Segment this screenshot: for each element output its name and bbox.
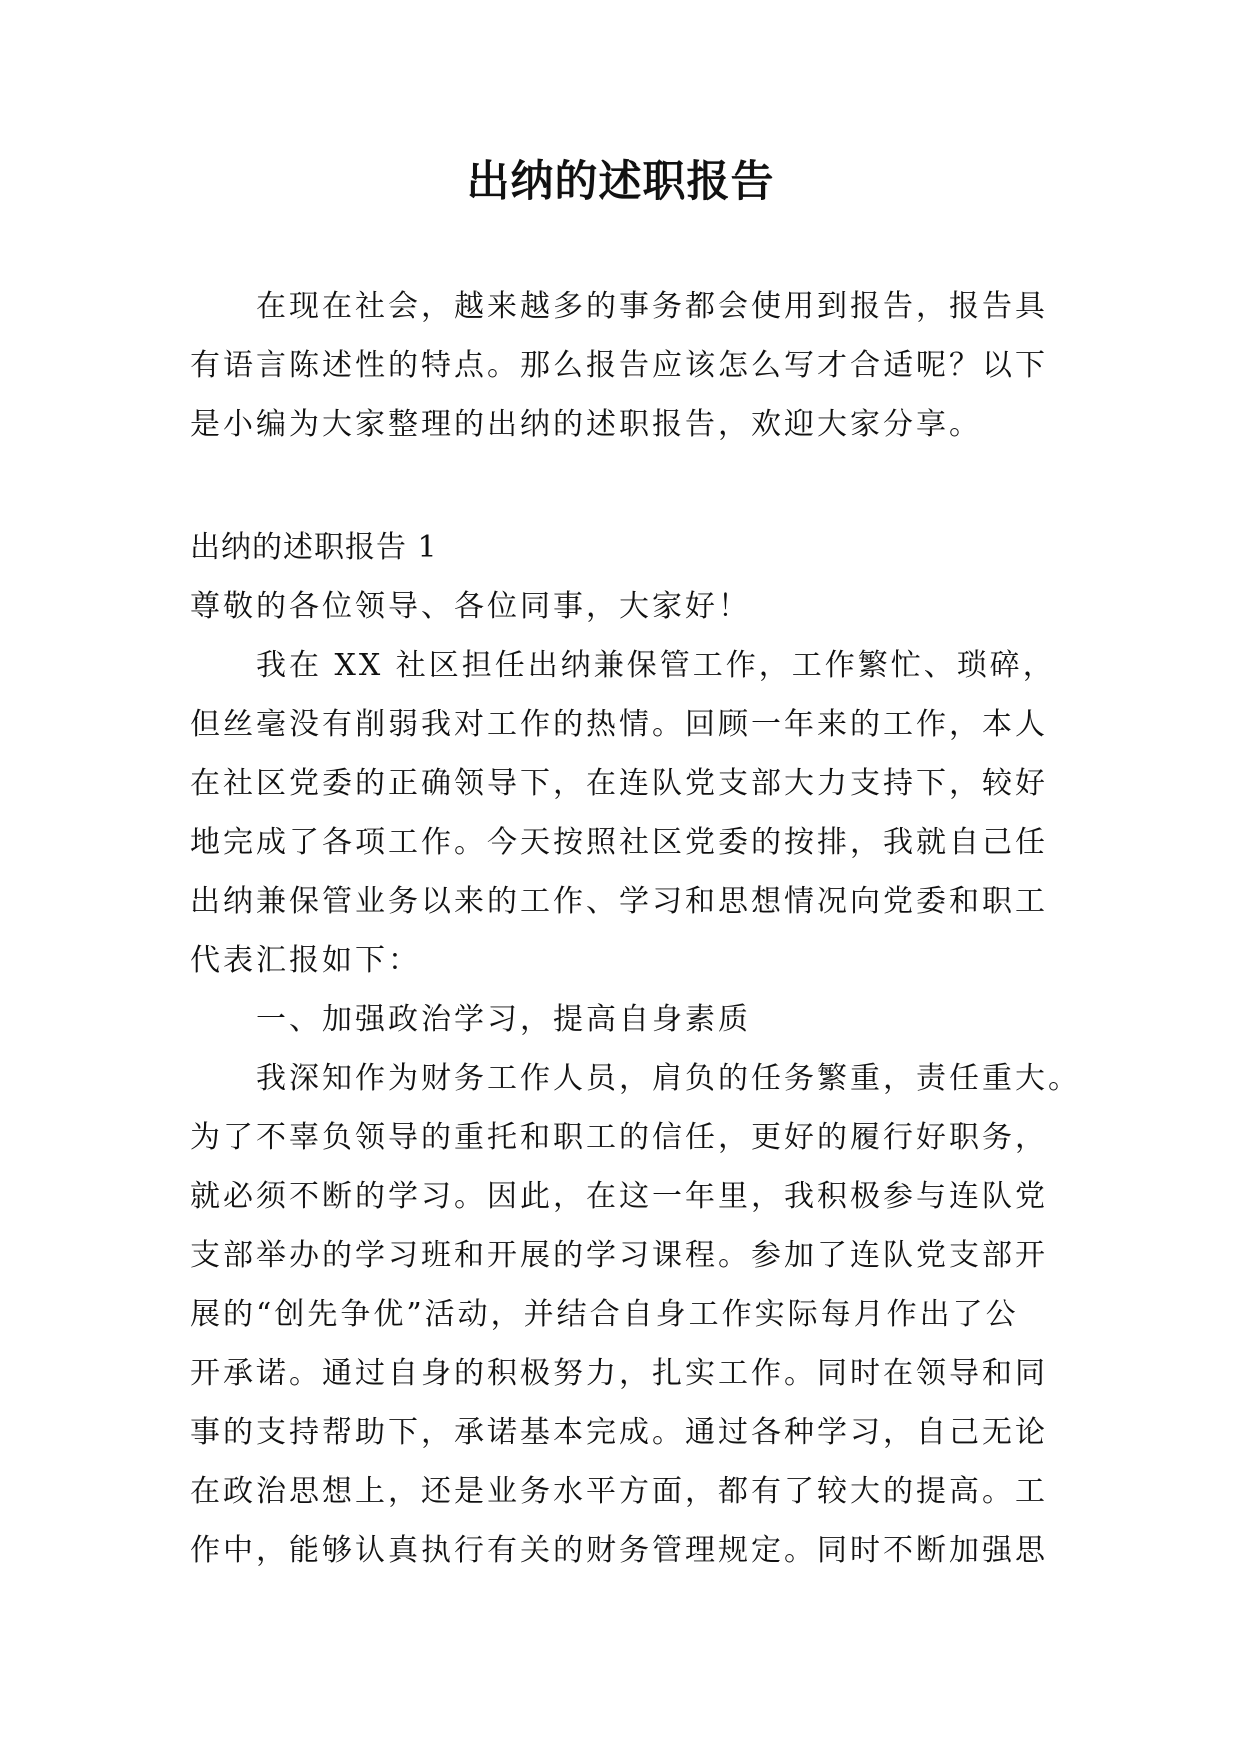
document-title: 出纳的述职报告	[466, 157, 775, 207]
paragraph-line: 展的“创先争优”活动，并结合自身工作实际每月作出了公	[190, 1297, 1019, 1332]
paragraph-line: 代表汇报如下：	[190, 943, 421, 978]
paragraph-line: 就必须不断的学习。因此，在这一年里，我积极参与连队党	[190, 1179, 1048, 1214]
paragraph-line: 我深知作为财务工作人员，肩负的任务繁重，责任重大。	[256, 1061, 1081, 1096]
subheading: 一、加强政治学习，提高自身素质	[256, 1002, 751, 1037]
paragraph-line: 支部举办的学习班和开展的学习课程。参加了连队党支部开	[190, 1238, 1048, 1273]
intro-line: 在现在社会，越来越多的事务都会使用到报告，报告具	[256, 289, 1048, 324]
section-heading: 出纳的述职报告 1	[190, 530, 438, 565]
greeting: 尊敬的各位领导、各位同事，大家好！	[190, 589, 751, 624]
paragraph-line: 出纳兼保管业务以来的工作、学习和思想情况向党委和职工	[190, 884, 1048, 919]
intro-line: 有语言陈述性的特点。那么报告应该怎么写才合适呢？以下	[190, 348, 1048, 383]
intro-paragraph	[190, 277, 1052, 454]
paragraph-line: 但丝毫没有削弱我对工作的热情。回顾一年来的工作，本人	[190, 707, 1048, 742]
paragraph-line: 在政治思想上，还是业务水平方面，都有了较大的提高。工	[190, 1474, 1048, 1509]
paragraph-line: 作中，能够认真执行有关的财务管理规定。同时不断加强思	[190, 1533, 1048, 1568]
paragraph-line: 地完成了各项工作。今天按照社区党委的按排，我就自己任	[190, 825, 1048, 860]
paragraph-line: 我在 XX 社区担任出纳兼保管工作，工作繁忙、琐碎，	[256, 648, 1056, 683]
report-body	[190, 518, 1081, 1580]
paragraph-line: 开承诺。通过自身的积极努力，扎实工作。同时在领导和同	[190, 1356, 1048, 1391]
intro-line: 是小编为大家整理的出纳的述职报告，欢迎大家分享。	[190, 407, 982, 442]
paragraph-line: 在社区党委的正确领导下，在连队党支部大力支持下，较好	[190, 766, 1048, 801]
paragraph-line: 为了不辜负领导的重托和职工的信任，更好的履行好职务，	[190, 1120, 1048, 1155]
paragraph-line: 事的支持帮助下，承诺基本完成。通过各种学习，自己无论	[190, 1415, 1048, 1450]
